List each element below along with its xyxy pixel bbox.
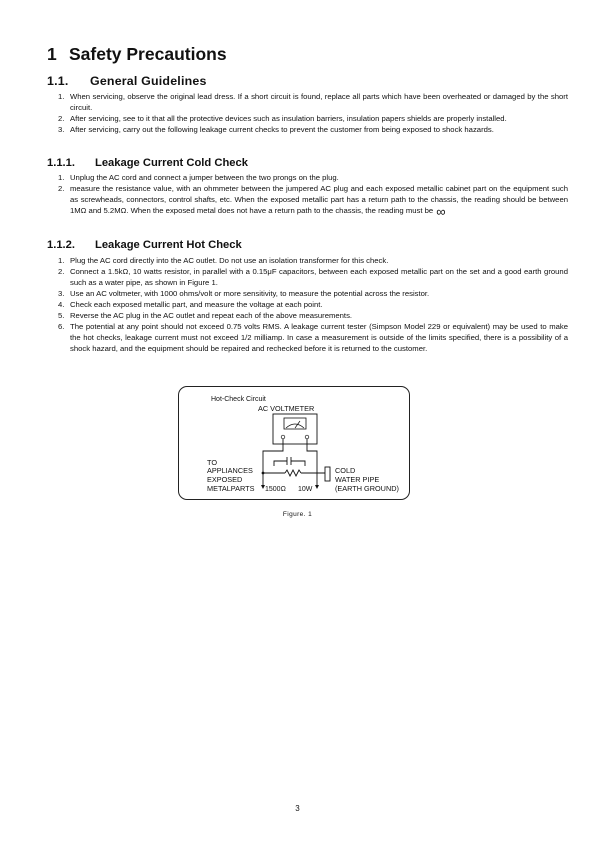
left-label-to: TO — [207, 458, 218, 467]
right-label-water-pipe: WATER PIPE — [335, 475, 380, 484]
list-item: 4. Check each exposed metallic part, and measure the voltage at each point. — [58, 300, 323, 309]
left-label-appliances: APPLIANCES — [207, 466, 253, 475]
right-label-cold: COLD — [335, 466, 356, 475]
figure-title: Hot-Check Circuit — [211, 396, 266, 403]
section-number: 1.1.2. — [47, 239, 75, 251]
hot-check-list — [58, 255, 568, 354]
cold-check-list — [58, 172, 568, 217]
section-title: General Guidelines — [90, 74, 207, 88]
list-item: 2. Connect a 1.5kΩ, 10 watts resistor, in parallel with a 0.15μF capacitors, between each exposed metallic part on the set and a good earth ground such as a water pipe, as shown in Figure 1. — [58, 267, 568, 287]
page-number: 3 — [295, 804, 300, 813]
voltmeter-icon — [273, 414, 317, 444]
general-guidelines-list — [58, 91, 568, 135]
section-number: 1.1. — [47, 74, 69, 88]
list-item: 6. The potential at any point should not exceed 0.75 volts RMS. A leakage current tester (Simpson Model 229 or equivalent) may be used to make the hot checks, leakage current must not exceed 1/2 milliamp. In case a measurement is outside of the limits specified, there is a possibility of a shock hazard, and the equipment should be repaired and rechecked before it is returned to the customer. — [58, 322, 568, 353]
left-label-exposed: EXPOSED — [207, 475, 243, 484]
list-item: 1. When servicing, observe the original lead dress. If a short circuit is found, replace all parts which have been overheated or damaged by the short circuit. — [58, 92, 568, 112]
figure-caption: Figure. 1 — [282, 511, 313, 518]
circuit-wires — [263, 439, 330, 487]
section-title: Leakage Current Cold Check — [95, 157, 248, 169]
resistor-value: 1500Ω — [265, 486, 286, 493]
chapter-title: Safety Precautions — [69, 44, 227, 64]
list-item: 1. Unplug the AC cord and connect a jumper between the two prongs on the plug. — [58, 173, 339, 182]
list-item: 5. Reverse the AC plug in the AC outlet and repeat each of the above measurements. — [58, 311, 353, 320]
section-heading-general — [47, 74, 207, 88]
list-item: 1. Plug the AC cord directly into the AC outlet. Do not use an isolation transformer for this check. — [58, 256, 389, 265]
section-heading-hot-check — [47, 239, 242, 251]
list-item: 3. Use an AC voltmeter, with 1000 ohms/volt or more sensitivity, to measure the potential across the resistor. — [58, 289, 430, 298]
resistor-power: 10W — [298, 486, 313, 493]
list-item: 2. After servicing, see to it that all the protective devices such as insulation barriers, insulation papers shields are properly installed. — [58, 114, 507, 123]
chapter-number: 1 — [47, 44, 57, 64]
left-label-metalparts: METALPARTS — [207, 484, 255, 493]
chapter-heading — [47, 44, 227, 65]
meter-label: AC VOLTMETER — [258, 404, 315, 413]
list-item: 3. After servicing, carry out the following leakage current checks to prevent the customer from being exposed to shock hazards. — [58, 125, 494, 134]
right-label-earth-ground: (EARTH GROUND) — [335, 484, 399, 493]
section-number: 1.1.1. — [47, 157, 75, 169]
list-item: 2. measure the resistance value, with an ohmmeter between the jumpered AC plug and each exposed metallic cabinet part on the equipment such as screwheads, connectors, control shafts, etc. When the exposed metallic part has a return path to the chassis, the reading should be between 1MΩ and 5.2MΩ. When the exposed metal does not have a return path to the chassis, the reading must be ∞ — [58, 184, 568, 219]
right-arrow-icon — [315, 485, 319, 489]
circuit-diagram — [179, 387, 411, 501]
section-heading-cold-check — [47, 157, 248, 169]
hot-check-circuit-figure — [178, 386, 410, 500]
left-probe-point — [262, 472, 265, 475]
infinity-symbol: ∞ — [436, 204, 446, 219]
section-title: Leakage Current Hot Check — [95, 239, 242, 251]
